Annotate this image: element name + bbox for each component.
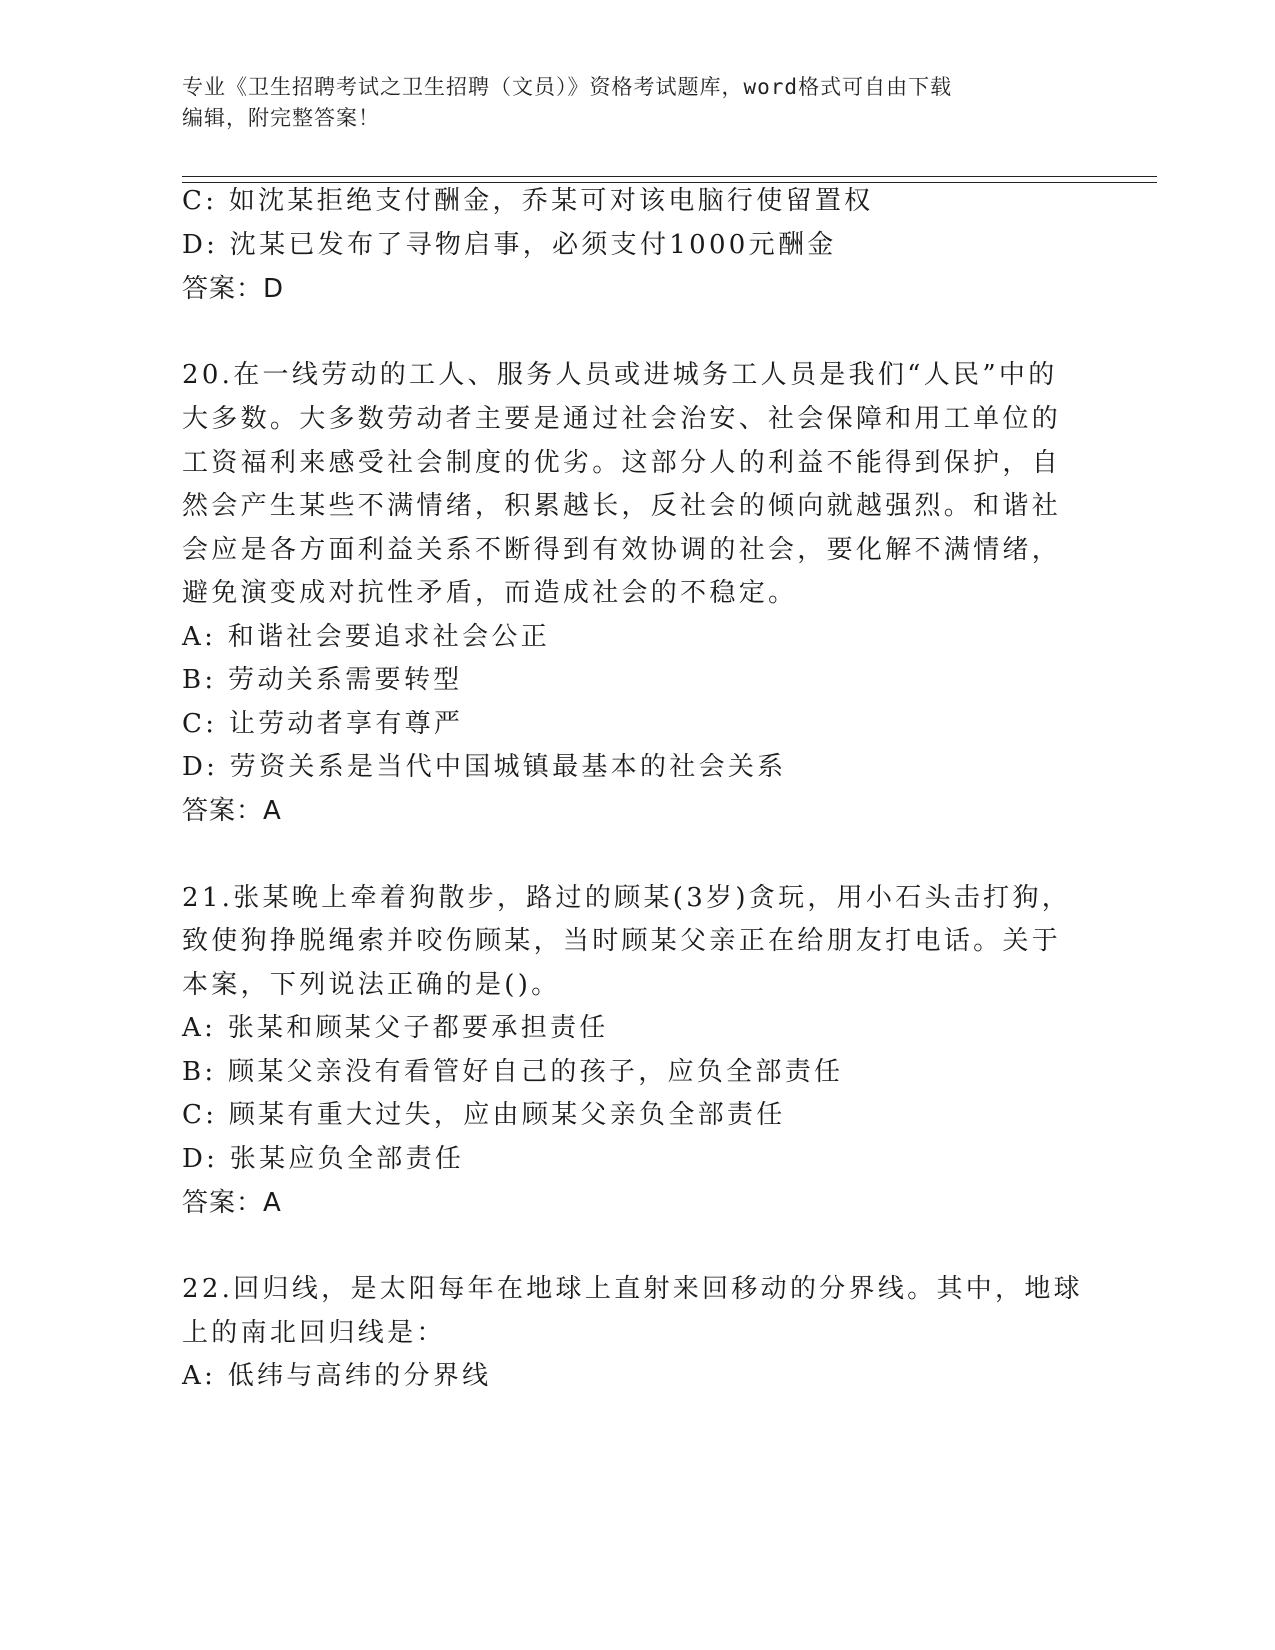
answer-line: 答案：D [182,274,285,304]
header-line-2: 编辑，附完整答案！ [182,106,380,130]
option-line: B: 顾某父亲没有看管好自己的孩子，应负全部责任 [182,1057,844,1087]
option-line: D: 沈某已发布了寻物启事，必须支付1000元酬金 [182,230,837,260]
header-divider-top [182,176,1157,177]
option-line: A: 张某和顾某父子都要承担责任 [182,1013,609,1043]
option-line: C: 如沈某拒绝支付酬金，乔某可对该电脑行使留置权 [182,186,874,216]
question-stem-line: 上的南北回归线是： [182,1318,446,1348]
answer-line: 答案：A [182,1188,282,1218]
question-stem-line: 20.在一线劳动的工人、服务人员或进城务工人员是我们“人民”中的 [182,360,1058,390]
option-line: D: 张某应负全部责任 [182,1144,465,1174]
question-stem-line: 然会产生某些不满情绪，积累越长，反社会的倾向就越强烈。和谐社 [182,491,1062,521]
question-stem-line: 会应是各方面利益关系不断得到有效协调的社会，要化解不满情绪， [182,535,1062,565]
option-line: D: 劳资关系是当代中国城镇最基本的社会关系 [182,752,787,782]
question-stem-line: 本案，下列说法正确的是()。 [182,970,561,1000]
option-line: A: 和谐社会要追求社会公正 [182,622,551,652]
document-header [182,72,1042,134]
option-line: C: 顾某有重大过失，应由顾某父亲负全部责任 [182,1100,786,1130]
question-stem-line: 21.张某晚上牵着狗散步，路过的顾某(3岁)贪玩，用小石头击打狗， [182,883,1072,913]
answer-line: 答案：A [182,796,282,826]
header-line-1: 专业《卫生招聘考试之卫生招聘（文员）》资格考试题库，word格式可自由下载 [182,75,953,99]
option-line: C: 让劳动者享有尊严 [182,709,464,739]
question-stem-line: 22.回归线，是太阳每年在地球上直射来回移动的分界线。其中，地球 [182,1274,1083,1304]
question-stem-line: 避免演变成对抗性矛盾，而造成社会的不稳定。 [182,578,798,608]
question-stem-line: 大多数。大多数劳动者主要是通过社会治安、社会保障和用工单位的 [182,404,1062,434]
option-line: A: 低纬与高纬的分界线 [182,1361,492,1391]
question-stem-line: 致使狗挣脱绳索并咬伤顾某，当时顾某父亲正在给朋友打电话。关于 [182,926,1062,956]
header-divider-bottom [182,182,1157,183]
question-stem-line: 工资福利来感受社会制度的优劣。这部分人的利益不能得到保护，自 [182,448,1062,478]
option-line: B: 劳动关系需要转型 [182,665,463,695]
